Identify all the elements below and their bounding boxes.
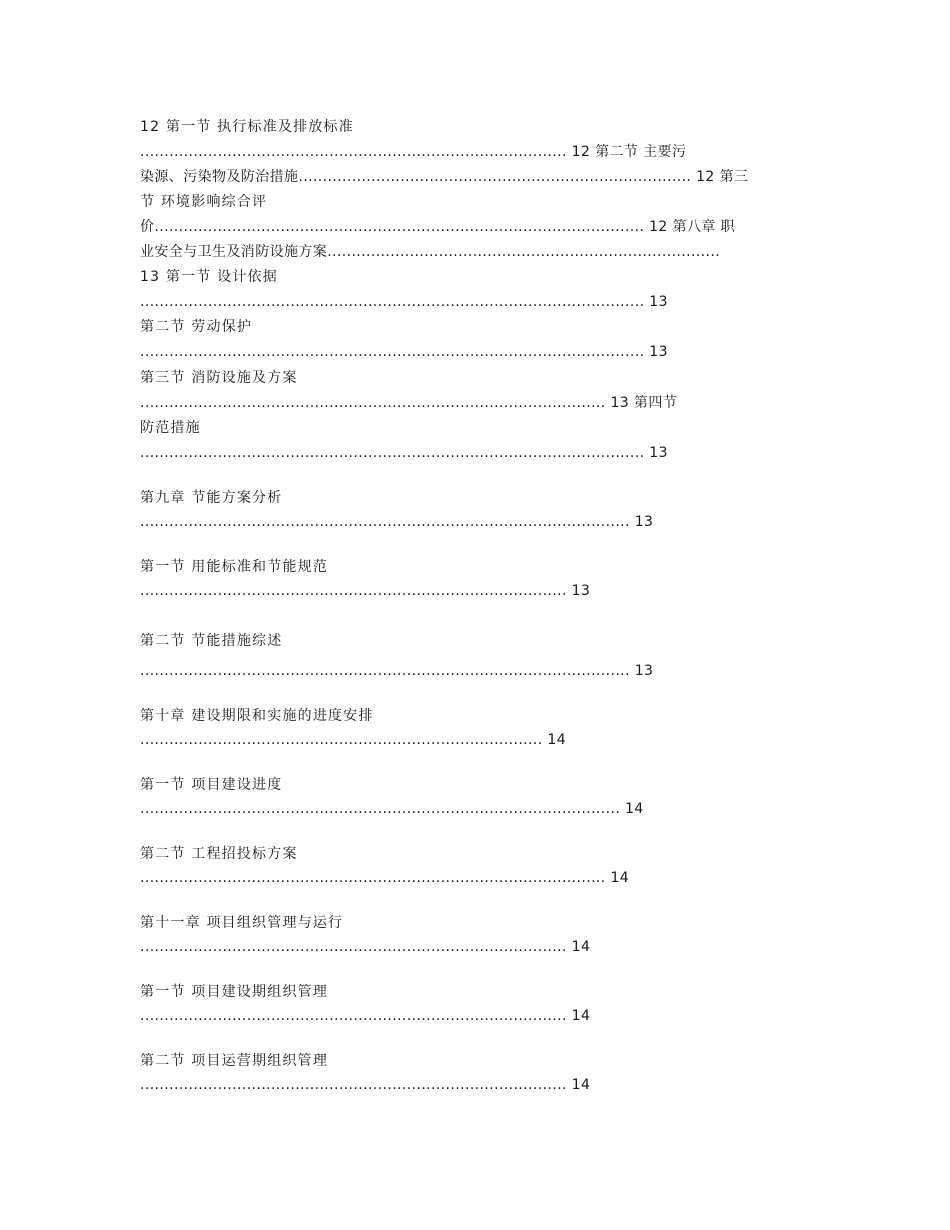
toc-line: ........................................................................................................ 13 (140, 344, 668, 360)
toc-line: 第二节 节能措施综述 (140, 633, 283, 649)
toc-line: ..................................................................................................... 13 (140, 514, 654, 530)
toc-line: ........................................................................................ 13 (140, 583, 591, 599)
toc-line: 业安全与卫生及消防设施方案................................................................................. (140, 244, 721, 260)
toc-line: 第九章 节能方案分析 (140, 490, 283, 506)
toc-line: ........................................................................................ 14 (140, 1008, 591, 1024)
toc-line: ........................................................................................................ 13 (140, 294, 668, 310)
toc-line: 第二节 项目运营期组织管理 (140, 1053, 329, 1069)
toc-line: ................................................................................... 14 (140, 732, 567, 748)
toc-line: ................................................................................................ 13 第四节 (140, 395, 678, 411)
toc-line: 第二节 劳动保护 (140, 319, 253, 335)
toc-line: 第二节 工程招投标方案 (140, 846, 298, 862)
toc-line: 第一节 项目建设进度 (140, 777, 283, 793)
toc-line: ................................................................................................ 14 (140, 870, 630, 886)
toc-line: 第十章 建设期限和实施的进度安排 (140, 708, 374, 724)
toc-line: ................................................................................................... 14 (140, 801, 644, 817)
toc-line: ..................................................................................................... 13 (140, 663, 654, 679)
toc-line: 防范措施 (140, 420, 201, 436)
toc-line: 第一节 项目建设期组织管理 (140, 984, 329, 1000)
toc-line: 第一节 用能标准和节能规范 (140, 559, 329, 575)
toc-line: ........................................................................................ 14 (140, 1077, 591, 1093)
toc-line: 第十一章 项目组织管理与运行 (140, 915, 344, 931)
toc-line: ........................................................................................ 12 第二节 主要污 (140, 144, 687, 160)
toc-line: 13 第一节 设计依据 (140, 269, 278, 285)
toc-line: 12 第一节 执行标准及排放标准 (140, 119, 354, 135)
toc-line: 第三节 消防设施及方案 (140, 370, 298, 386)
toc-line: 节 环境影响综合评 (140, 194, 268, 210)
toc-line: 价..................................................................................................... 12 第八章 职 (140, 219, 736, 235)
toc-line: 染源、污染物及防治措施................................................................................. 12 第三 (140, 169, 749, 185)
toc-line: ........................................................................................ 14 (140, 939, 591, 955)
toc-line: ........................................................................................................ 13 (140, 445, 668, 461)
